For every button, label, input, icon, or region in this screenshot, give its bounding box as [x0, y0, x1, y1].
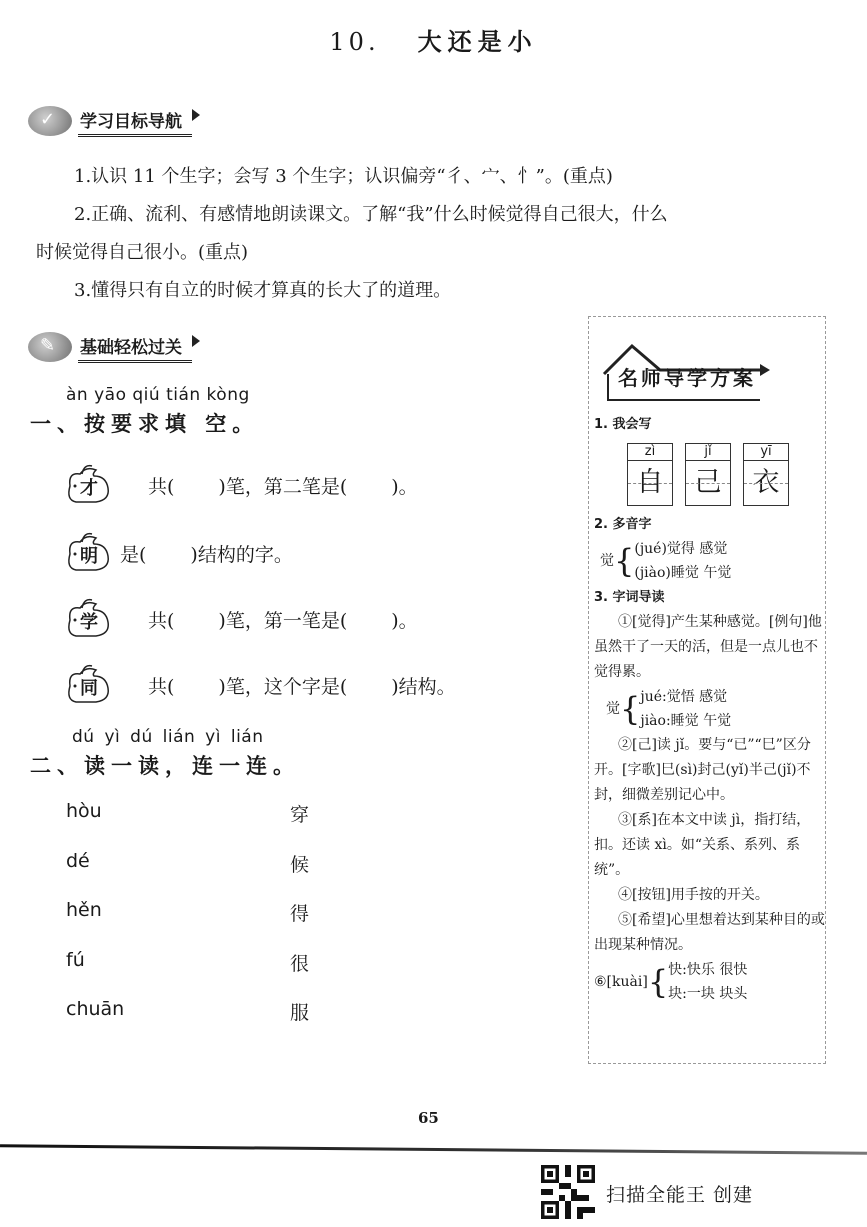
- write-cell: [743, 443, 789, 506]
- side-panel-label: 名师导学方案: [618, 366, 756, 390]
- q1-row: [62, 464, 418, 506]
- write-cell-pinyin: yī: [743, 443, 789, 460]
- match-left-item[interactable]: hòu: [66, 800, 102, 822]
- polyphone-block: [600, 537, 826, 585]
- note-reading-line: jiào:睡觉 午觉: [640, 713, 732, 729]
- feather-icon: ✎: [28, 332, 72, 362]
- goal-item: 3.懂得只有自立的时候才算真的长大了的道理。: [74, 280, 452, 301]
- polyphone-line: (jiào)睡觉 午觉: [634, 565, 732, 581]
- q1-text: 是(: [120, 543, 147, 566]
- q1-text: )。: [391, 475, 418, 498]
- match-left-item[interactable]: fú: [66, 949, 85, 971]
- checkmark-icon: ✓: [28, 106, 72, 136]
- q1-row: [62, 598, 418, 640]
- scanner-watermark: 扫描全能王 创建: [606, 1184, 754, 1206]
- brace-icon: {: [647, 963, 669, 1001]
- write-grid: [627, 443, 826, 506]
- brace-icon: {: [620, 690, 641, 728]
- note-reading-line: 快:快乐 很快: [668, 962, 748, 978]
- q2-heading: 二、读一读，连一连。: [30, 754, 300, 778]
- rabbit-char: 才: [80, 478, 98, 499]
- write-cell: [627, 443, 673, 506]
- word-note: ④[按钮]用手按的开关。: [618, 887, 769, 903]
- match-right-item[interactable]: 穿: [290, 804, 310, 826]
- side-panel-tag: [600, 340, 772, 404]
- match-right-item[interactable]: 很: [290, 953, 310, 975]
- word-note: ②[己]读 jǐ。要与“已”“巳”区分开。[字歌]巳(sì)封己(yǐ)半己(jǐ)不封，细微差别记心中。: [594, 737, 811, 803]
- side-s1-title: 1. 我会写: [594, 417, 652, 432]
- goals-list: [36, 158, 826, 310]
- q1-text: )结构的字。: [190, 543, 293, 566]
- word-note: ⑤[希望]心里想着达到某种目的或出现某种情况。: [594, 912, 825, 953]
- qr-code-icon: [541, 1165, 595, 1219]
- side-s2-title: 2. 多音字: [594, 517, 652, 532]
- word-note-reading: [606, 685, 826, 733]
- match-left-item[interactable]: chuān: [66, 998, 125, 1020]
- goal-item: 2.正确、流利、有感情地朗读课文。了解“我”什么时候觉得自己很大，什么: [74, 204, 668, 225]
- match-left-item[interactable]: hěn: [66, 899, 102, 921]
- rabbit-icon: [62, 464, 114, 506]
- q1-heading: 一、按要求填 空。: [30, 412, 260, 436]
- page-number: 65: [418, 1109, 439, 1127]
- lesson-number: 10.: [329, 28, 380, 56]
- q1-text: )。: [391, 609, 418, 632]
- side-s3-title: 3. 字词导读: [594, 590, 665, 605]
- rabbit-char: 学: [80, 612, 98, 633]
- q1-text: )笔，这个字是(: [218, 675, 348, 698]
- q1-text: )笔，第二笔是(: [218, 475, 348, 498]
- lesson-name: 大还是小: [417, 27, 538, 56]
- match-right-item[interactable]: 服: [290, 1002, 310, 1024]
- note-head: ⑥[kuài]: [594, 973, 648, 990]
- side-content: [594, 412, 826, 1006]
- lesson-title: [0, 22, 867, 57]
- write-cell-pinyin: zì: [627, 443, 673, 460]
- q1-text: 共(: [148, 609, 175, 632]
- section-tag-basic: [28, 332, 192, 362]
- word-note: ③[系]在本文中读 jì，指打结，扣。还读 xì。如“关系、系列、系统”。: [594, 812, 811, 878]
- rabbit-icon: [62, 532, 114, 574]
- match-right-item[interactable]: 得: [290, 903, 310, 925]
- q1-pinyin: àn yāo qiú tián kòng: [66, 385, 250, 405]
- q2-pinyin: dú yì dú lián yì lián: [72, 727, 264, 747]
- rabbit-icon: [62, 598, 114, 640]
- write-cell-char: 己: [685, 460, 731, 506]
- section-tag-goals: [28, 106, 192, 136]
- write-cell-char: 衣: [743, 460, 789, 506]
- brace-icon: {: [614, 542, 635, 580]
- polyphone-line: (jué)觉得 感觉: [634, 541, 728, 557]
- write-cell: [685, 443, 731, 506]
- rabbit-char: 同: [80, 678, 98, 699]
- match-right-item[interactable]: 候: [290, 854, 310, 876]
- write-cell-char: 自: [627, 460, 673, 506]
- match-left-item[interactable]: dé: [66, 850, 90, 872]
- rabbit-icon: [62, 664, 114, 706]
- write-cell-pinyin: jǐ: [685, 443, 731, 460]
- section-label: 基础轻松过关: [78, 331, 192, 363]
- section-label: 学习目标导航: [78, 105, 192, 137]
- q1-text: )结构。: [391, 675, 456, 698]
- note-char: 觉: [606, 700, 620, 717]
- word-note-kuai: [594, 958, 826, 1006]
- rabbit-char: 明: [80, 546, 98, 567]
- q1-text: )笔，第一笔是(: [218, 609, 348, 632]
- q1-text: 共(: [148, 475, 175, 498]
- goal-item: 时候觉得自己很小。(重点): [36, 242, 249, 263]
- note-reading-line: jué:觉悟 感觉: [640, 689, 728, 705]
- note-reading-line: 块:一块 块头: [668, 986, 748, 1002]
- footer-divider: [0, 1144, 867, 1155]
- goal-item: 1.认识 11 个生字；会写 3 个生字；认识偏旁“彳、宀、忄”。(重点): [74, 166, 613, 187]
- q1-row: [62, 664, 456, 706]
- word-note: ①[觉得]产生某种感觉。[例句]他虽然干了一天的活，但是一点儿也不觉得累。: [594, 614, 822, 680]
- q1-text: 共(: [148, 675, 175, 698]
- polyphone-char: 觉: [600, 552, 614, 569]
- q1-row: [62, 532, 293, 574]
